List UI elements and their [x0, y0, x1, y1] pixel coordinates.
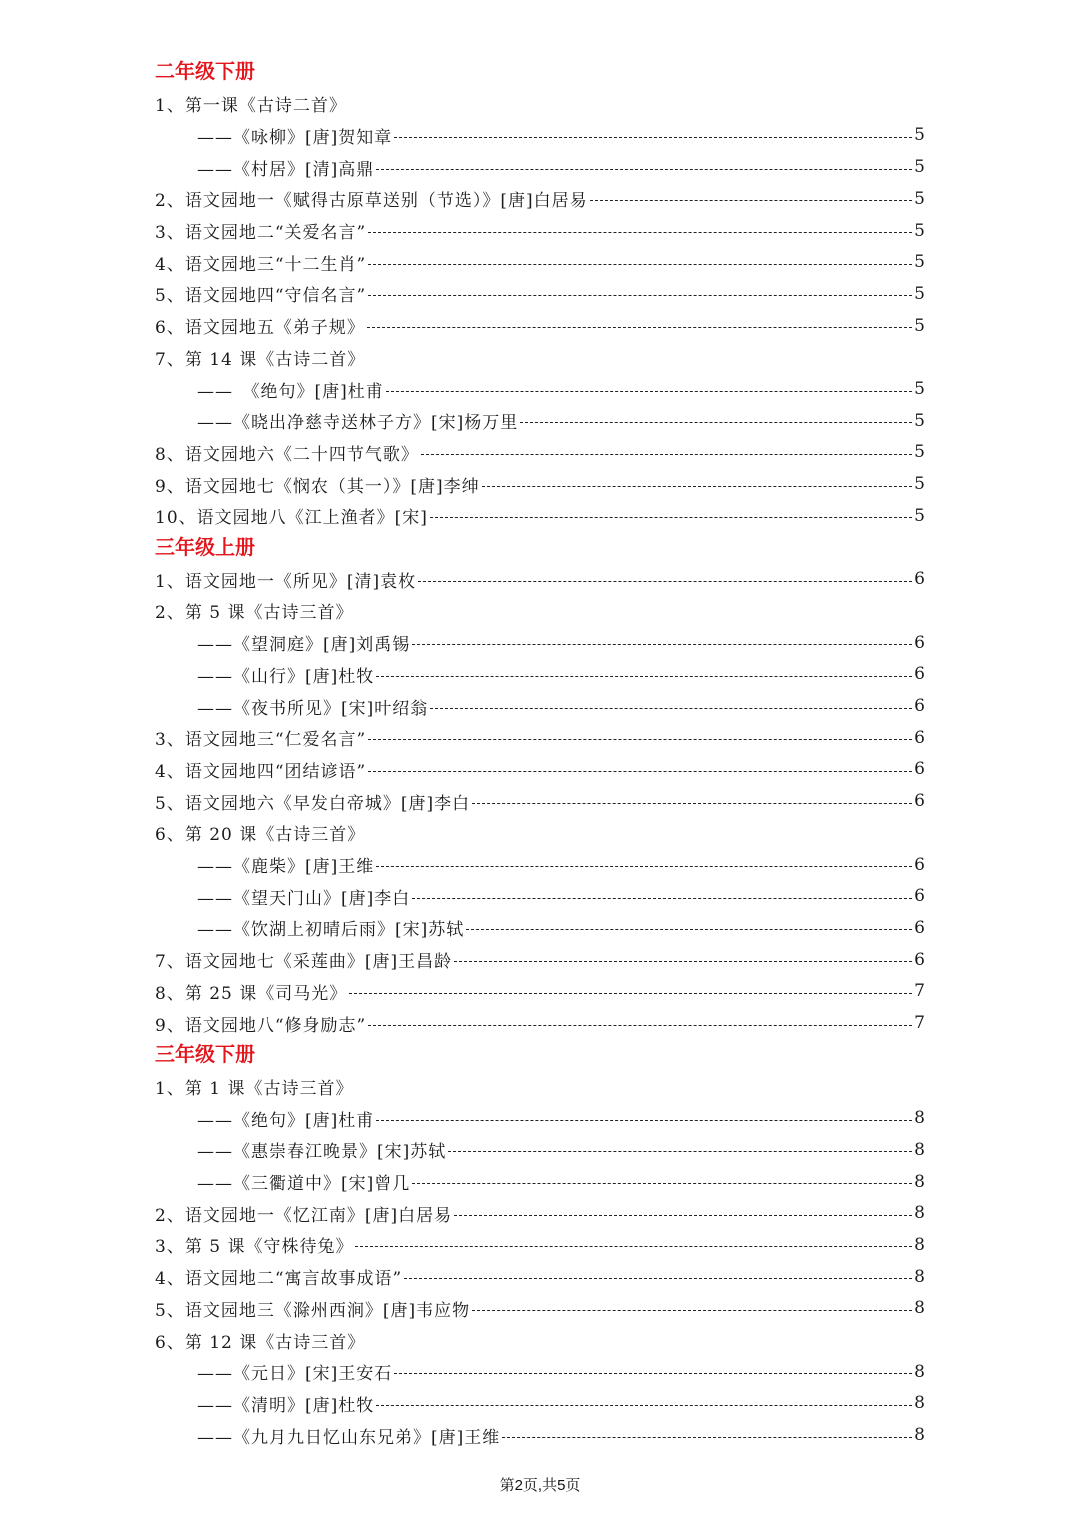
page-number: 8: [914, 1139, 925, 1160]
dot-leader: [368, 771, 912, 772]
toc-entry[interactable]: [155, 595, 925, 627]
entry-title: 9、语文园地八“修身励志”: [155, 1015, 367, 1036]
page-number: 6: [914, 664, 925, 685]
entry-title: 6、第 20 课《古诗三首》: [155, 825, 366, 846]
toc-entry[interactable]: [155, 1229, 925, 1261]
entry-title: 3、第 5 课《守株待兔》: [155, 1237, 354, 1258]
dot-leader: [430, 708, 912, 709]
page-number: 5: [914, 410, 925, 431]
page-number: 8: [914, 1393, 925, 1414]
toc-subentry[interactable]: [197, 1102, 925, 1134]
toc-entry[interactable]: [155, 341, 925, 373]
dot-leader: [368, 295, 912, 296]
page-number: 6: [914, 727, 925, 748]
dot-leader: [376, 676, 912, 677]
entry-title: —— 《绝句》[唐]杜甫: [197, 381, 384, 402]
toc-entry[interactable]: [155, 817, 925, 849]
page-number: 7: [914, 981, 925, 1002]
page-number: 6: [914, 917, 925, 938]
dot-leader: [466, 929, 912, 930]
dot-leader: [502, 1437, 912, 1438]
entry-title: 1、第一课《古诗二首》: [155, 96, 347, 117]
toc-subentry[interactable]: [197, 1166, 925, 1198]
entry-title: 6、第 12 课《古诗三首》: [155, 1332, 366, 1353]
entry-title: ——《九月九日忆山东兄弟》[唐]王维: [197, 1427, 501, 1448]
dot-leader: [386, 391, 912, 392]
page-number: 6: [914, 569, 925, 590]
entry-title: 2、语文园地一《忆江南》[唐]白居易: [155, 1205, 453, 1226]
dot-leader: [367, 327, 912, 328]
page-number: 5: [914, 157, 925, 178]
page-number: 8: [914, 1298, 925, 1319]
entry-title: 5、语文园地四“守信名言”: [155, 286, 367, 307]
page-number: 5: [914, 188, 925, 209]
entry-title: ——《绝句》[唐]杜甫: [197, 1110, 375, 1131]
page-number: 6: [914, 886, 925, 907]
dot-leader: [368, 1025, 912, 1026]
toc-entry[interactable]: [155, 1292, 925, 1324]
dot-leader: [349, 993, 912, 994]
entry-title: 5、语文园地三《滁州西涧》[唐]韦应物: [155, 1300, 471, 1321]
page-number: 5: [914, 442, 925, 463]
entry-title: 3、语文园地二“关爱名言”: [155, 223, 367, 243]
dot-leader: [368, 739, 912, 740]
entry-title: ——《清明》[唐]杜牧: [197, 1395, 375, 1416]
dot-leader: [376, 866, 912, 867]
page-number: 8: [914, 1171, 925, 1192]
dot-leader: [472, 1310, 912, 1311]
entry-title: ——《三衢道中》[宋]曾几: [197, 1174, 411, 1194]
section-heading: 二年级下册: [155, 61, 255, 83]
dot-leader: [448, 1151, 912, 1152]
entry-title: 1、第 1 课《古诗三首》: [155, 1078, 354, 1099]
entry-title: 4、语文园地三“十二生肖”: [155, 254, 367, 275]
dot-leader: [520, 422, 912, 423]
page-number: 5: [914, 474, 925, 495]
entry-title: 4、语文园地四“团结谚语”: [155, 761, 367, 782]
dot-leader: [454, 1215, 912, 1216]
toc-subentry[interactable]: [197, 373, 925, 405]
toc-subentry[interactable]: [197, 1134, 925, 1166]
page-number: 5: [914, 125, 925, 146]
entry-title: ——《夜书所见》[宋]叶绍翁: [197, 698, 429, 719]
toc-subentry[interactable]: [197, 912, 925, 944]
entry-title: 2、语文园地一《赋得古原草送别（节选）》[唐]白居易: [155, 191, 588, 212]
section-heading: 三年级上册: [155, 536, 255, 559]
dot-leader: [376, 1405, 912, 1406]
page-number: 5: [914, 220, 925, 241]
toc-entry[interactable]: [155, 1324, 925, 1356]
entry-title: 9、语文园地七《悯农（其一）》[唐]李绅: [155, 476, 480, 497]
dot-leader: [368, 232, 912, 233]
page-number: 6: [914, 854, 925, 875]
entry-title: 10、语文园地八《江上渔者》[宋]: [155, 508, 428, 529]
dot-leader: [368, 264, 912, 265]
toc-subentry[interactable]: [197, 880, 925, 912]
toc-entry[interactable]: [155, 436, 925, 468]
entry-title: 6、语文园地五《弟子规》: [155, 318, 365, 339]
toc-subentry[interactable]: [197, 690, 925, 722]
dot-leader: [482, 486, 913, 487]
dot-leader: [412, 644, 912, 645]
toc-subentry[interactable]: [197, 1387, 925, 1419]
page-number: 5: [914, 505, 925, 526]
toc-entry[interactable]: [155, 1261, 925, 1293]
page-number: 6: [914, 949, 925, 970]
toc-entry[interactable]: [155, 468, 925, 500]
toc-subentry[interactable]: [197, 658, 925, 690]
entry-title: ——《咏柳》[唐]贺知章: [197, 127, 393, 148]
dot-leader: [376, 1120, 912, 1121]
entry-title: ——《晓出净慈寺送林子方》[宋]杨万里: [197, 413, 519, 434]
toc-entry[interactable]: [155, 278, 925, 310]
entry-title: ——《鹿柴》[唐]王维: [197, 857, 375, 877]
page-number: 5: [914, 252, 925, 273]
page-number: 8: [914, 1203, 925, 1224]
toc-entry[interactable]: [155, 753, 925, 785]
toc-entry[interactable]: [155, 785, 925, 817]
entry-title: ——《饮湖上初晴后雨》[宋]苏轼: [197, 920, 465, 941]
dot-leader: [394, 1373, 912, 1374]
entry-title: ——《惠崇春江晚景》[宋]苏轼: [197, 1142, 447, 1163]
dot-leader: [472, 803, 912, 804]
page-number: 6: [914, 791, 925, 812]
toc-entry[interactable]: [155, 1007, 925, 1039]
toc-entry[interactable]: [155, 975, 925, 1007]
dot-leader: [412, 1183, 912, 1184]
dot-leader: [418, 581, 912, 582]
dot-leader: [430, 517, 912, 518]
page-number: 8: [914, 1234, 925, 1255]
entry-title: 8、第 25 课《司马光》: [155, 983, 348, 1004]
toc-entry[interactable]: [155, 183, 925, 215]
entry-title: 3、语文园地三“仁爱名言”: [155, 730, 367, 751]
dot-leader: [421, 454, 912, 455]
toc-subentry[interactable]: [197, 405, 925, 437]
toc-entry[interactable]: [155, 563, 925, 595]
page-number: 7: [914, 1013, 925, 1033]
dot-leader: [394, 137, 912, 138]
entry-title: ——《元日》[宋]王安石: [197, 1364, 393, 1385]
entry-title: 1、语文园地一《所见》[清]袁枚: [155, 571, 417, 592]
toc-subentry[interactable]: [197, 849, 925, 881]
toc-subentry[interactable]: [197, 1419, 925, 1451]
page-number: 8: [914, 1361, 925, 1382]
page-number: 5: [914, 283, 925, 304]
dot-leader: [404, 1278, 912, 1279]
dot-leader: [355, 1246, 912, 1247]
entry-title: ——《村居》[清]高鼎: [197, 159, 375, 180]
entry-title: 7、语文园地七《采莲曲》[唐]王昌龄: [155, 952, 453, 973]
toc-subentry[interactable]: [197, 119, 925, 151]
toc-entry[interactable]: [155, 500, 925, 532]
dot-leader: [376, 169, 912, 170]
page-number: 6: [914, 696, 925, 716]
entry-title: ——《望洞庭》[唐]刘禹锡: [197, 635, 411, 656]
toc-subentry[interactable]: [197, 627, 925, 659]
toc-subentry[interactable]: [197, 1356, 925, 1388]
page-number: 6: [914, 759, 925, 780]
entry-title: 5、语文园地六《早发白帝城》[唐]李白: [155, 793, 471, 814]
toc-entry[interactable]: [155, 944, 925, 976]
page-number: 8: [914, 1425, 925, 1446]
page-number: 8: [914, 1108, 925, 1129]
entry-title: 8、语文园地六《二十四节气歌》: [155, 444, 419, 465]
toc-entry[interactable]: [155, 1070, 925, 1102]
entry-title: ——《望天门山》[唐]李白: [197, 888, 411, 909]
page-number: 8: [914, 1266, 925, 1287]
section-heading: 三年级下册: [155, 1043, 255, 1066]
page-number: 6: [914, 632, 925, 653]
page-number: 5: [914, 379, 925, 399]
toc-entry[interactable]: [155, 246, 925, 278]
dot-leader: [412, 898, 912, 899]
dot-leader: [590, 200, 913, 201]
toc-entry[interactable]: [155, 1197, 925, 1229]
entry-title: 4、语文园地二“寓言故事成语”: [155, 1269, 403, 1290]
page-footer: 第2页,共5页: [499, 1477, 581, 1494]
entry-title: 7、第 14 课《古诗二首》: [155, 349, 366, 370]
dot-leader: [454, 961, 912, 962]
toc-entry[interactable]: [155, 722, 925, 754]
toc-entry[interactable]: [155, 88, 925, 120]
entry-title: 2、第 5 课《古诗三首》: [155, 603, 354, 624]
toc-entry[interactable]: [155, 215, 925, 247]
toc-entry[interactable]: [155, 310, 925, 342]
toc-subentry[interactable]: [197, 151, 925, 183]
page-number: 5: [914, 315, 925, 336]
entry-title: ——《山行》[唐]杜牧: [197, 666, 375, 687]
